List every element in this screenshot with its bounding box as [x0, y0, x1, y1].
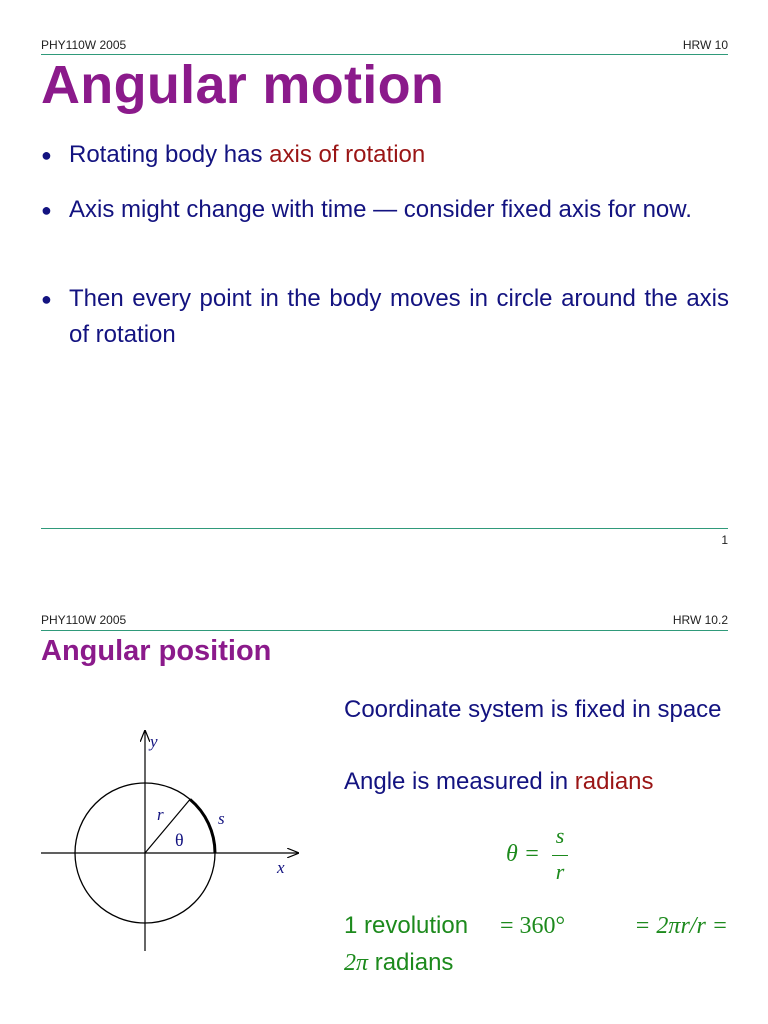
label-s: s [218, 809, 225, 828]
formula-lhs: θ = [506, 841, 540, 867]
label-y: y [150, 732, 158, 751]
bullet-1-highlight: axis of rotation [269, 141, 426, 168]
label-theta: θ [175, 830, 184, 850]
theta-formula [506, 825, 586, 889]
slide2-title: Angular position [41, 635, 272, 667]
slide1-title: Angular motion [41, 55, 445, 115]
revolution-line-1 [344, 908, 728, 944]
slide2-text-line2-plain: Angle is measured in [344, 768, 575, 795]
formula-denominator: r [555, 859, 565, 884]
revolution-line-2 [344, 945, 728, 981]
slide1-page-number: 1 [721, 533, 728, 547]
slide2-text-line1: Coordinate system is fixed in space [344, 696, 722, 723]
slide2-header-right: HRW 10.2 [672, 613, 728, 627]
revolution-part3: = 2πr/r = [634, 913, 728, 939]
bullet-3-text: Then every point in the body moves in circle around the axis of rotation [69, 285, 729, 348]
bullet-item-1 [41, 137, 729, 173]
revolution-part5: radians [368, 949, 454, 976]
bullet-item-3 [41, 281, 729, 353]
revolution-part1: 1 revolution [344, 912, 469, 939]
label-x: x [277, 858, 285, 877]
label-r: r [157, 805, 164, 824]
angular-position-diagram [36, 725, 308, 957]
slide2-text-line2 [344, 764, 728, 800]
slide1-header-left: PHY110W 2005 [41, 38, 127, 52]
formula-numerator: s [555, 823, 565, 848]
revolution-part4: 2π [344, 950, 369, 976]
bullet-2-text: Axis might change with time — consider fixed axis for now. [69, 196, 692, 223]
bullet-dot-icon: ● [41, 200, 52, 220]
slide2-text-line2-highlight: radians [574, 768, 654, 795]
arc-s [190, 799, 215, 853]
bullet-dot-icon: ● [41, 289, 52, 309]
bullet-dot-icon: ● [41, 145, 52, 165]
slide1-footer-rule [41, 528, 728, 529]
revolution-part2: = 360° [500, 913, 566, 939]
slide2-header-left: PHY110W 2005 [41, 613, 127, 627]
slide1-header-right: HRW 10 [682, 38, 728, 52]
formula-fraction-bar [552, 855, 568, 856]
bullet-item-2 [41, 192, 729, 228]
bullet-1-text: Rotating body has [69, 141, 270, 168]
slide2-header-rule [41, 630, 728, 631]
